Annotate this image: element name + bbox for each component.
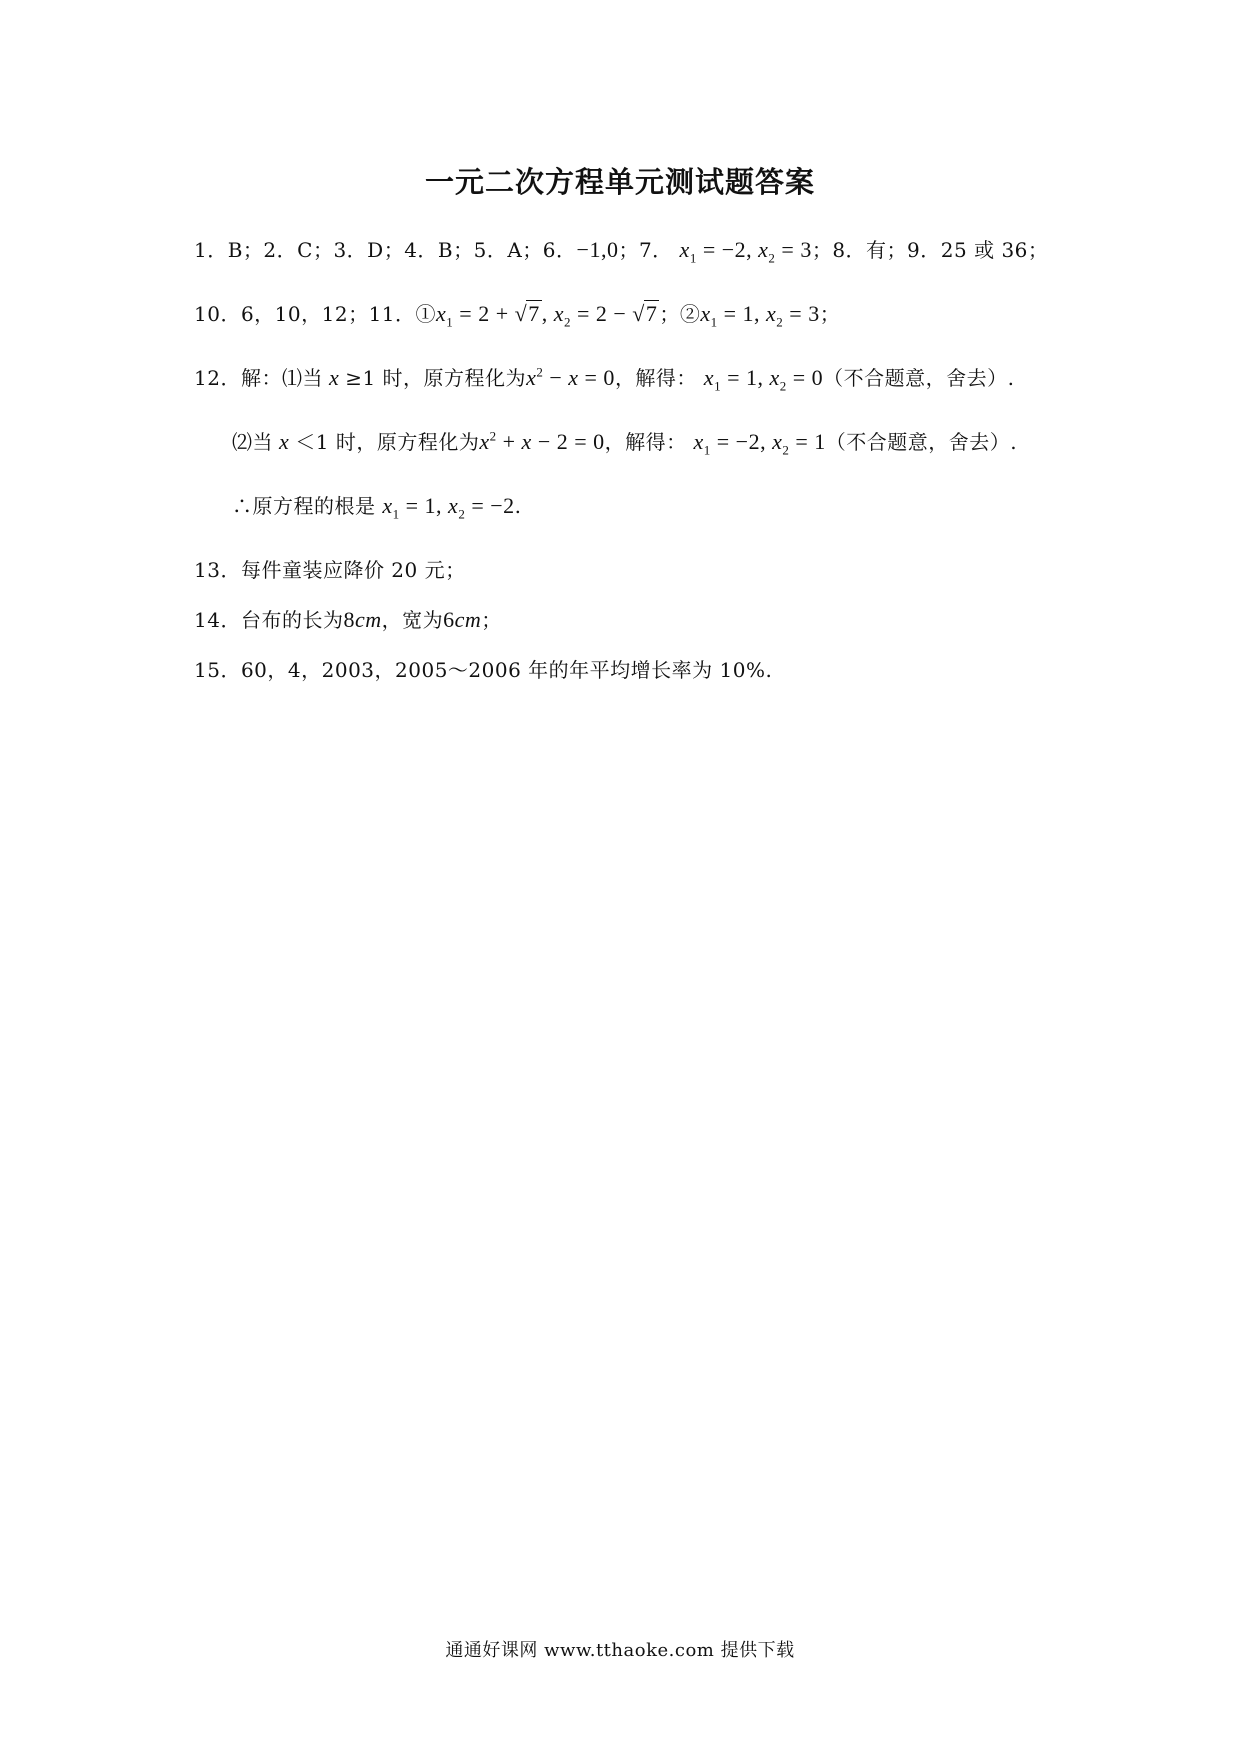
math-q7: $x_1 = -2$, $x_2 = 3$ <box>679 237 812 266</box>
math-q11b: $x_1 = 1$, $x_2 = 3$ <box>700 301 820 330</box>
answer-line-7: 14．台布的长为8cm，宽为6cm； <box>194 607 502 632</box>
answer-line-2: 10．6，10，12；11．$①x_1 = 2 + √7$, $x_2 = 2 - √7$ ；$②x_1 = 1$, $x_2 = 3$； <box>194 301 841 330</box>
answer-line-3: 12．解：⑴当 x ≥1 时，原方程化为$x^2 - x = 0$，解得： $x_1 = 1$, $x_2 = 0$（不合题意，舍去）. <box>194 364 1015 394</box>
answer-line-4: ⑵当 x ＜1 时，原方程化为$x^2 + x - 2 = 0$，解得： $x_1 = -2$, $x_2 = 1$（不合题意，舍去）. <box>232 428 1018 458</box>
answer-line-8: 15．60，4，2003，2005～2006 年的年平均增长率为 10%. <box>194 658 773 682</box>
math-sol1: $x_1 = 1$, $x_2 = 0$ <box>703 365 824 394</box>
answer-line-6: 13．每件童装应降价 20 元； <box>194 558 466 582</box>
page-footer: 通通好课网 www.tthaoke.com 提供下载 <box>445 1640 795 1661</box>
page-title: 一元二次方程单元测试题答案 <box>424 165 815 199</box>
math-eq2: $x^2 + x - 2 = 0$ <box>479 428 605 454</box>
math-eq1: $x^2 - x = 0$ <box>526 364 615 390</box>
math-q11a: $x_1 = 2 + √7$, $x_2 = 2 - √7$ <box>436 301 658 330</box>
answer-line-5: ∴原方程的根是 $x_1 = 1$, $x_2 = -2$. <box>232 493 522 522</box>
math-roots: $x_1 = 1$, $x_2 = -2$ <box>382 493 515 522</box>
answer-line-1: 1．B；2．C；3．D；4．B；5．A；6．−1,0；7． $x_1 = -2$, $x_2 = 3$；8．有；9．25 或 36； <box>194 237 1049 266</box>
math-sol2: $x_1 = -2$, $x_2 = 1$ <box>693 429 826 458</box>
